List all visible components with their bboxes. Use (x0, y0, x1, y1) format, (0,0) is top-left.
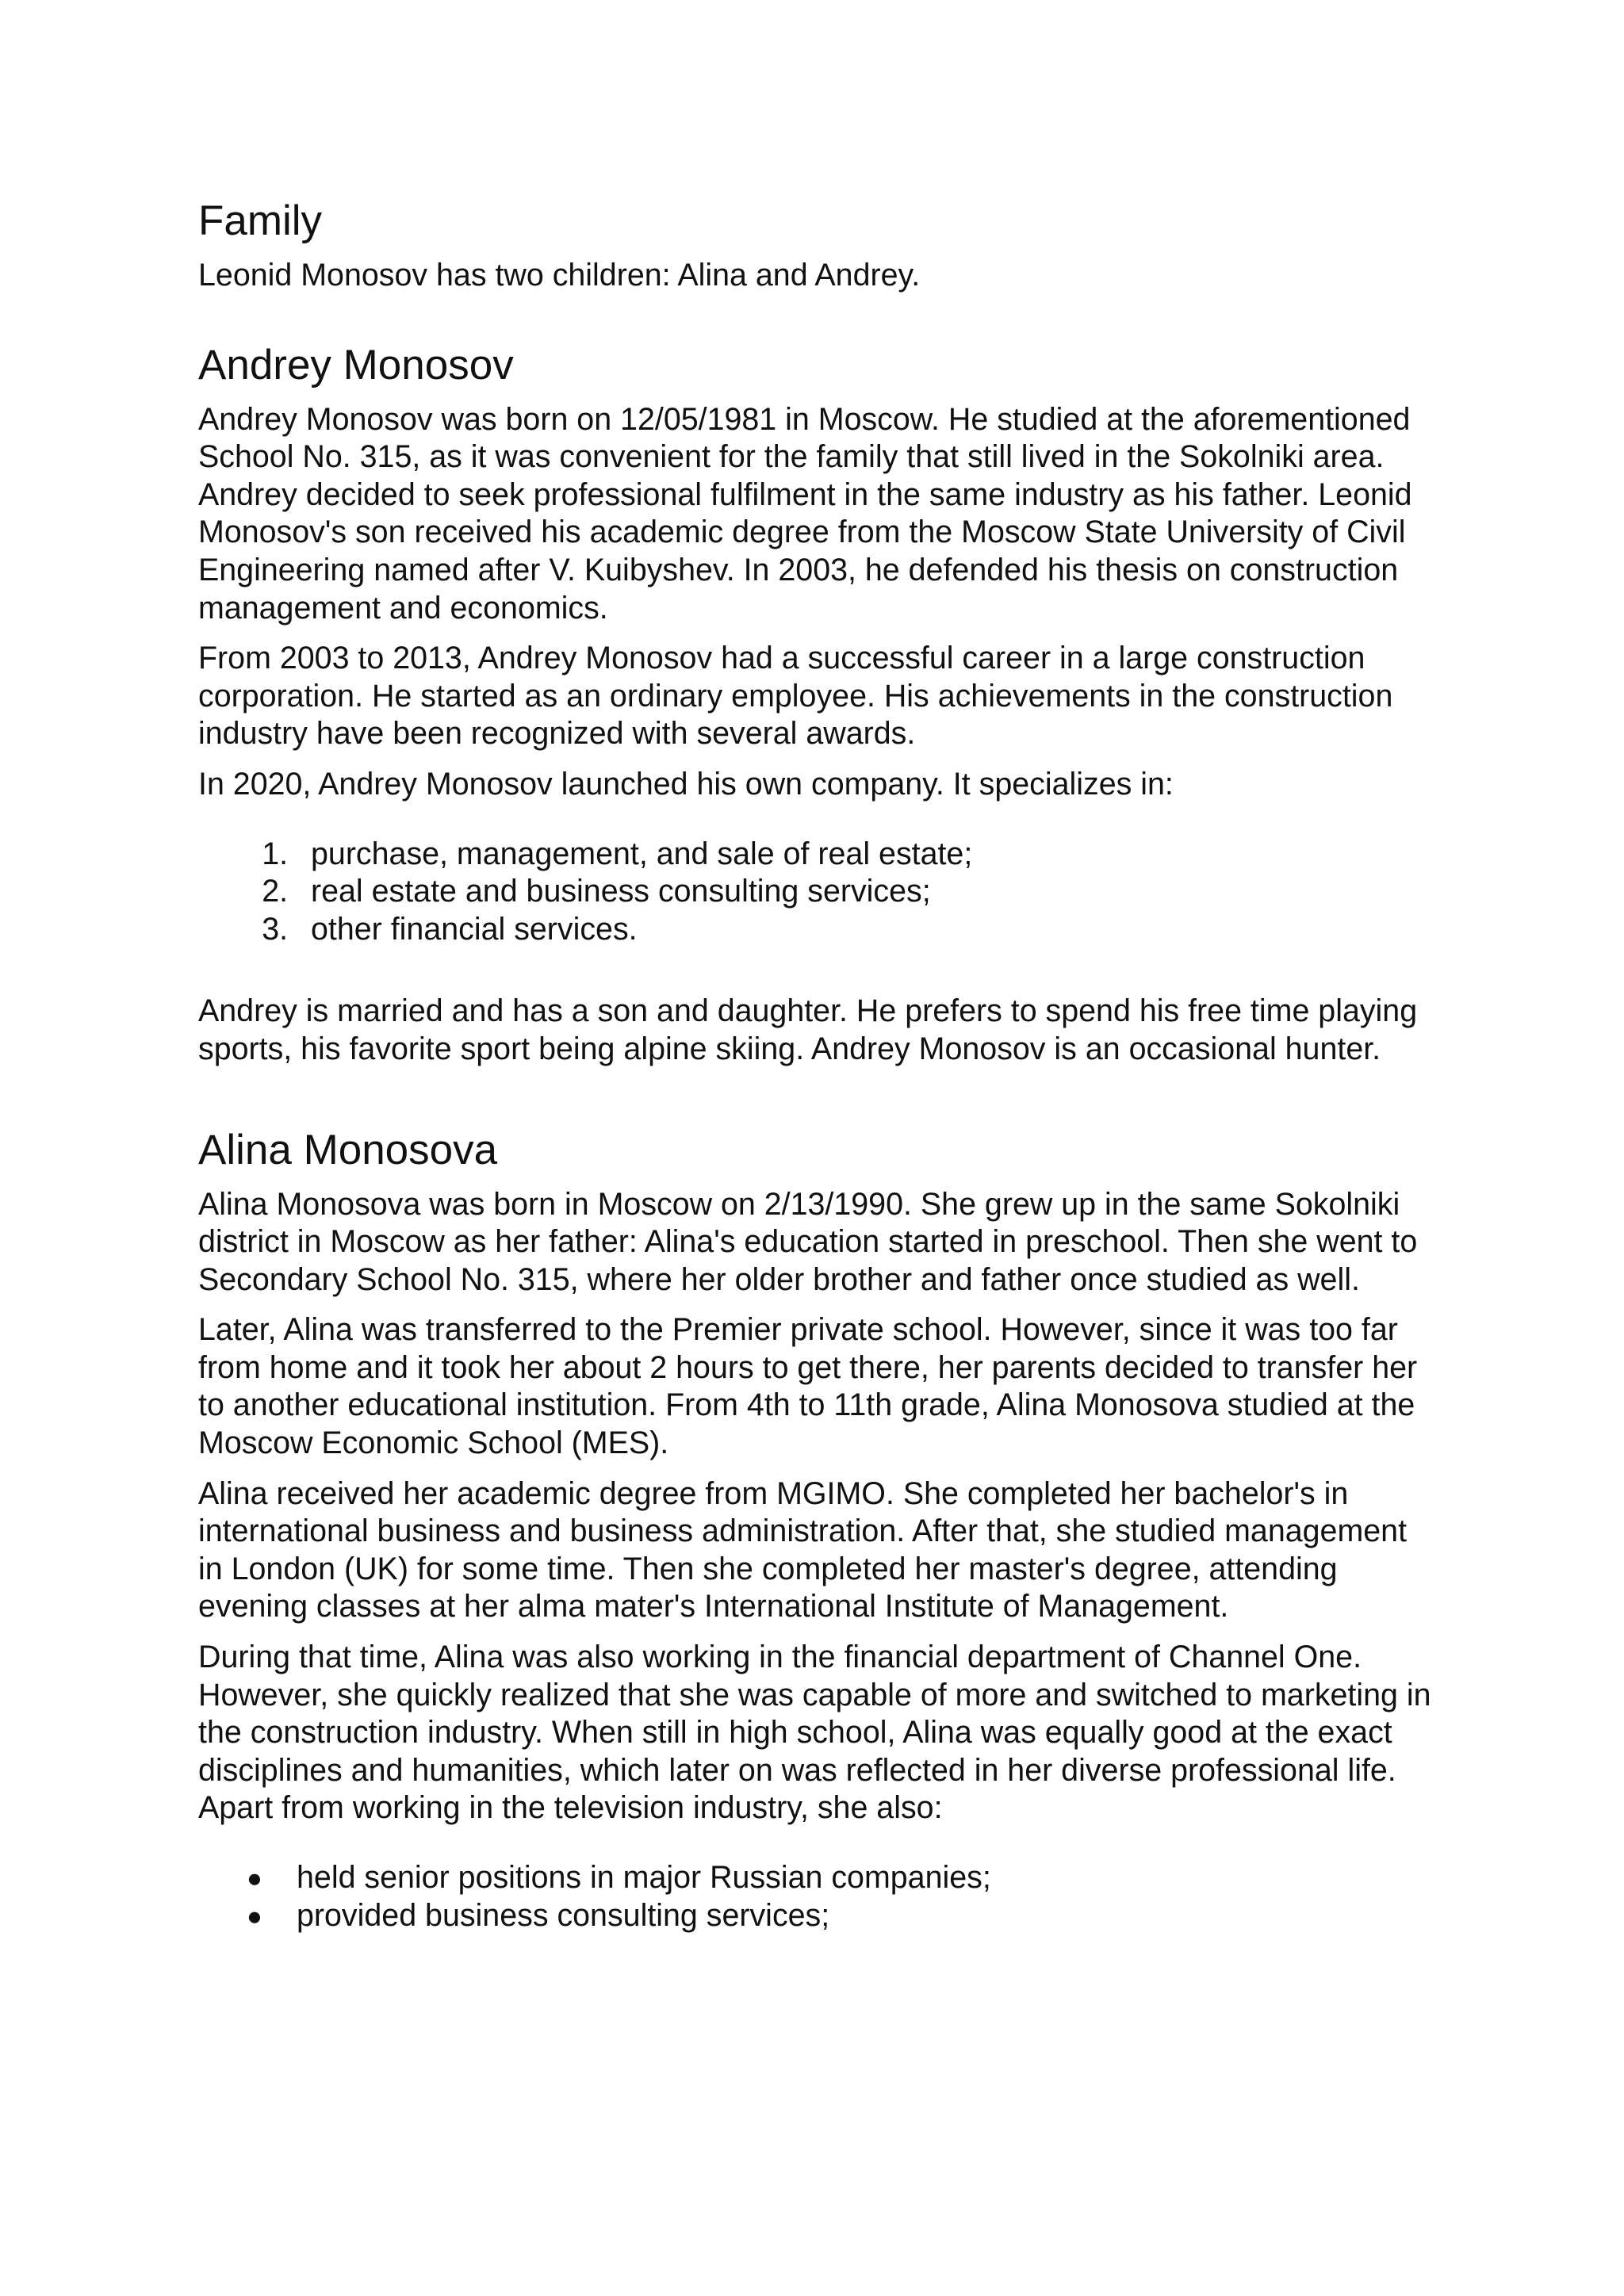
section-spacer (198, 308, 1435, 341)
andrey-paragraph-3: In 2020, Andrey Monosov launched his own company. It specializes in: (198, 766, 1174, 802)
family-heading: Family (198, 197, 323, 244)
alina-paragraph-2: Later, Alina was transferred to the Premier private school. However, since it was too far from home and it took her about 2 hours to get there, her parents decided to transfer her to another educational institution. From 4th to 11th grade, Alina Monosova studied at the Moscow Economic School (MES). (198, 1312, 1418, 1461)
alina-paragraph-4: During that time, Alina was also working in the financial department of Channel One. However, she quickly realized that she was capable of more and switched to marketing in the construction industry. When still in high school, Alina was equally good at the exact disciplines and humanities, which later on was reflected in her diverse professional life. Apart from working in the television industry, she also: (198, 1640, 1431, 1826)
andrey-section (198, 341, 1435, 1069)
andrey-closing: Andrey is married and has a son and daughter. He prefers to spend his free time playing sports, his favorite sport being alpine skiing. Andrey Monosov is an occasional hunter. (198, 993, 1418, 1066)
andrey-paragraph-1: Andrey Monosov was born on 12/05/1981 in Moscow. He studied at the aforementioned School No. 315, as it was convenient for the family that still lived in the Sokolniki area. Andrey decided to seek professional fulfilment in the same industry as his father. Leonid Monosov's son received his academic degree from the Moscow State University of Civil Engineering named after V. Kuibyshev. In 2003, he defended his thesis on construction management and economics. (198, 401, 1412, 626)
list-item: 3. other financial services. (297, 911, 1435, 949)
list-item: ● held senior positions in major Russian companies; (297, 1859, 1435, 1897)
activities-list (198, 1859, 1435, 1934)
andrey-heading: Andrey Monosov (198, 341, 514, 388)
list-item: ● provided business consulting services; (297, 1897, 1435, 1935)
family-intro: Leonid Monosov has two children: Alina and Andrey. (198, 258, 921, 293)
alina-section (198, 1126, 1435, 1935)
andrey-paragraph-2: From 2003 to 2013, Andrey Monosov had a successful career in a large construction corporation. He started as an ordinary employee. His achievements in the construction industry have been recognized with several awards. (198, 641, 1393, 752)
list-item: 1. purchase, management, and sale of real estate; (297, 836, 1435, 874)
specializations-list (198, 836, 1435, 949)
list-item: 2. real estate and business consulting services; (297, 873, 1435, 911)
family-section (198, 197, 1435, 295)
section-spacer (198, 1081, 1435, 1126)
alina-paragraph-3: Alina received her academic degree from MGIMO. She completed her bachelor's in international business and business administration. After that, she studied management in London (UK) for some time. Then she completed her master's degree, attending evening classes at her alma mater's International Institute of Management. (198, 1475, 1408, 1624)
alina-heading: Alina Monosova (198, 1126, 498, 1173)
document-page (198, 197, 1435, 1934)
alina-paragraph-1: Alina Monosova was born in Moscow on 2/13/1990. She grew up in the same Sokolniki district in Moscow as her father: Alina's education started in preschool. Then she went to Secondary School No. 315, where her older brother and father once studied as well. (198, 1186, 1418, 1297)
